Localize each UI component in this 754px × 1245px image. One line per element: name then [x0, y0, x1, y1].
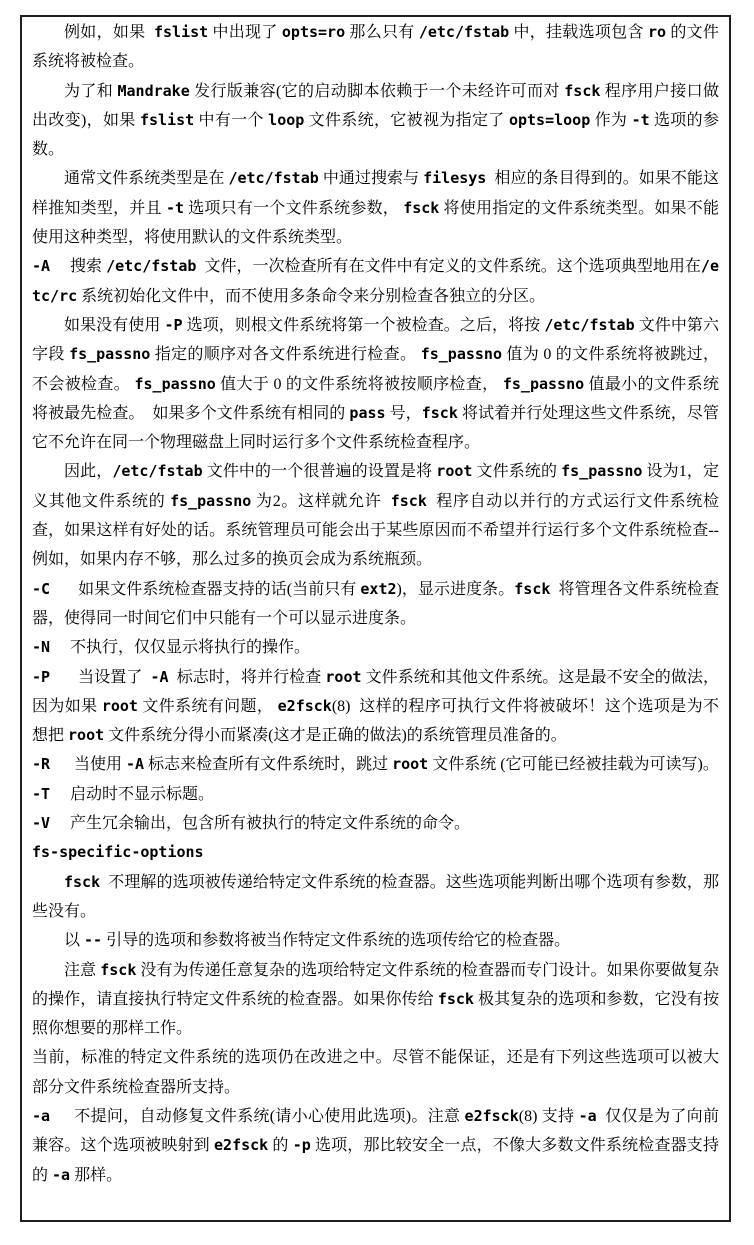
text-run: 为了和	[64, 82, 118, 100]
option-flag: -V	[32, 814, 51, 833]
code-run: fsck	[390, 491, 427, 510]
text-run: 搜索	[70, 258, 107, 276]
code-run: root	[68, 726, 105, 745]
code-run: -A	[150, 667, 169, 686]
option-A	[32, 252, 719, 311]
text-run: 因此，	[64, 463, 113, 481]
text-run: (8) 支持	[518, 1107, 579, 1125]
code-run: Mandrake	[117, 81, 190, 100]
text-run: 文件系统，它被视为指定了	[304, 111, 509, 129]
text-run: 当使用	[70, 756, 127, 774]
code-run: -p	[292, 1136, 311, 1155]
text-run: 设为1，定义其他文件系统的	[32, 463, 719, 510]
code-run: root	[392, 755, 429, 774]
code-run: --	[84, 931, 103, 950]
code-run: /etc/fstab	[418, 23, 510, 41]
text-run: 仅仅是为了向前兼容。这个选项被映射到	[32, 1107, 719, 1155]
text-run: 如果文件系统检查器支持的话(当前只有	[70, 580, 361, 598]
option-flag: -A	[32, 257, 51, 276]
code-run: fs_passno	[170, 491, 252, 510]
code-run: -t	[631, 110, 650, 129]
text-run: 中有一个	[194, 111, 269, 129]
code-run: root	[325, 667, 362, 686]
code-run: root	[436, 462, 473, 481]
code-run: loop	[268, 110, 305, 129]
text-run: 文件，一次检查所有在文件中有定义的文件系统。这个选项典型地用在	[196, 258, 701, 276]
code-run: e2fsck	[214, 1136, 269, 1155]
code-run: /etc/fstab	[544, 315, 635, 334]
text-run: 那样。	[70, 1166, 123, 1184]
text-run: 作为	[590, 111, 632, 129]
text-run: 号，	[385, 404, 422, 422]
code-run: ext2	[360, 579, 397, 598]
option-P	[32, 663, 719, 751]
text-run: 例如，如果	[64, 24, 154, 41]
code-run: fsck	[564, 81, 601, 100]
code-run: fs_passno	[561, 462, 643, 481]
heading-fs-specific-options	[32, 838, 719, 867]
text-run: 发行版兼容(它的启动脚本依赖于一个未经许可而对	[189, 82, 565, 100]
text-run: 文件系统的	[472, 463, 562, 481]
code-run: -A	[126, 755, 145, 774]
text-run: 文件系统和其他文件系统。这是最不安全的做法，因为如果	[32, 668, 719, 715]
code-run: opts=loop	[508, 110, 591, 129]
code-run: -a	[578, 1106, 597, 1125]
text-run: 标志来检查所有文件系统时，跳过	[144, 756, 393, 774]
text-run: 标志时，将并行检查	[168, 668, 326, 686]
code-run: /etc/fstab	[112, 462, 203, 481]
code-run: fs_passno	[69, 345, 151, 364]
para-standard-options-note	[32, 1043, 719, 1102]
code-run: opts=ro	[281, 23, 346, 41]
text-run: 当前，标准的特定文件系统的选项仍在改进之中。尽管不能保证，还是有下列这些选项可以被大部分文件系统检查器所支持。	[32, 1049, 719, 1096]
code-run: root	[101, 696, 138, 715]
text-run: 指定的顺序对各文件系统进行检查。	[150, 346, 421, 364]
text-run: 选项只有一个文件系统参数，	[184, 199, 404, 217]
text-run: 不提问，自动修复文件系统(请小心使用此选项)。注意	[70, 1107, 465, 1125]
code-run: fs_passno	[134, 374, 216, 393]
code-run: ro	[648, 23, 667, 41]
text-run: 将试着并行处理这些文件系统，尽管它不允许在同一个物理磁盘上同时运行多个文件系统检查程序。	[32, 404, 719, 452]
option-a	[32, 1102, 719, 1190]
code-run: -a	[52, 1165, 71, 1184]
option-R	[32, 750, 719, 779]
code-run: fsck	[403, 198, 440, 217]
text-run: 将使用指定的文件系统类型。如果不能使用这种类型，将使用默认的文件系统类型。	[32, 199, 719, 247]
para-fstab-common-setup	[32, 457, 719, 574]
para-fstype-detection	[32, 164, 719, 252]
text-run: 当设置了	[70, 668, 151, 686]
code-run: e2fsck	[277, 696, 332, 715]
option-T	[32, 780, 719, 809]
text-run: 程序自动以并行的方式运行文件系统检查，如果这样有好处的话。系统管理员可能会出于某些原因而不希望并行运行多个文件系统检查--例如，如果内存不够，那么过多的换页会成为系统瓶颈。	[32, 492, 719, 569]
code-run: fslist	[154, 23, 209, 41]
code-run: fs_passno	[420, 345, 502, 364]
para-opts-ro-example	[32, 18, 719, 77]
code-run: /etc/rc	[32, 257, 719, 305]
code-run: fsck	[64, 872, 101, 891]
code-run: -P	[164, 315, 183, 334]
text-run: 中出现了	[208, 24, 282, 41]
text-run: 中通过搜索与	[318, 170, 424, 188]
text-run: 程序用户接口做出改变)，如果	[32, 82, 719, 129]
text-run: 文件中第六字段	[32, 316, 719, 364]
text-run: 没有为传递任意复杂的选项给特定文件系统的检查器而专门设计。如果你要做复杂的操作，请直接执行特定文件系统的检查器。如果你传给	[32, 961, 719, 1008]
text-run: 产生冗余输出，包含所有被执行的特定文件系统的命令。	[70, 815, 471, 833]
text-run: 值为 0 的文件系统将被跳过，不会被检查。	[32, 346, 719, 393]
text-run: 值最小的文件系统将被最先检查。 如果多个文件系统有相同的	[32, 375, 719, 422]
text-run: 以	[64, 932, 85, 950]
text-run: 选项的参数。	[32, 111, 719, 159]
code-run: fslist	[139, 110, 195, 129]
code-run: fsck	[514, 579, 551, 598]
para-fs-passno-order	[32, 311, 719, 457]
option-flag: -P	[32, 667, 51, 686]
code-run: fsck	[100, 960, 137, 979]
text-run: 极其复杂的选项和参数，它没有按照你想要的那样工作。	[32, 990, 719, 1038]
text-run: 中，挂载选项包含	[509, 24, 649, 41]
option-flag: -T	[32, 784, 51, 803]
code-run: -t	[165, 198, 184, 217]
text-run: 文件系统 (它可能已经被挂载为可读写)。	[428, 756, 719, 774]
text-run: 不执行，仅仅显示将执行的操作。	[70, 639, 311, 657]
text-run: (8) 这样的程序可执行文件将被破坏！这个选项是为不想把	[32, 697, 719, 745]
code-run: filesys	[423, 169, 487, 188]
text-run: 选项，则根文件系统将第一个被检查。之后，将按	[182, 316, 545, 334]
text-run: 通常文件系统类型是在	[64, 170, 229, 188]
para-mandrake-compat	[32, 77, 719, 165]
para-unrecognized-options	[32, 868, 719, 927]
para-complex-options-warning	[32, 956, 719, 1044]
text-run: 的文件系统将被检查。	[32, 24, 719, 71]
code-run: fs_passno	[502, 374, 585, 393]
text-run: 引导的选项和参数将被当作特定文件系统的选项传给它的检查器。	[102, 932, 571, 950]
option-flag: -R	[32, 755, 51, 774]
text-run: 为2。这样就允许	[251, 492, 391, 510]
text-run: 不理解的选项被传递给特定文件系统的检查器。这些选项能判断出哪个选项有参数，那些没有。	[32, 873, 719, 920]
code-run: pass	[349, 403, 386, 422]
option-V	[32, 809, 719, 838]
option-flag: -C	[32, 579, 51, 598]
text-run: 文件中的一个很普遍的设置是将	[202, 463, 437, 481]
code-run: fsck	[437, 989, 474, 1008]
text-run: 启动时不显示标题。	[70, 785, 215, 803]
text-run: 文件系统分得小而紧凑(这才是正确的做法)的系统管理员准备的。	[104, 727, 567, 745]
text-run: 选项，那比较安全一点，不像大多数文件系统检查器支持的	[32, 1137, 719, 1184]
para-double-dash-options	[32, 926, 719, 955]
text-run: 那么只有	[345, 24, 419, 41]
option-N	[32, 633, 719, 662]
text-run: 值大于 0 的文件系统将被按顺序检查，	[215, 375, 503, 393]
text-run: 的	[268, 1137, 293, 1155]
text-run: 相应的条目得到的。如果不能这样推知类型，并且	[32, 170, 719, 217]
option-C	[32, 575, 719, 634]
code-run: e2fsck	[464, 1106, 519, 1125]
code-run: fs-specific-options	[32, 843, 204, 862]
code-run: /etc/fstab	[106, 257, 197, 276]
text-run: 注意	[64, 961, 101, 979]
text-run: 系统初始化文件中，而不使用多条命令来分别检查各独立的分区。	[77, 287, 546, 305]
text-run: 文件系统有问题，	[137, 697, 278, 715]
option-flag: -a	[32, 1106, 51, 1125]
text-run: 将管理各文件系统检查器，使得同一时间它们中只能有一个可以显示进度条。	[32, 580, 719, 627]
doc-page	[20, 15, 731, 1222]
code-run: /etc/fstab	[228, 169, 319, 188]
option-flag: -N	[32, 638, 51, 657]
code-run: fsck	[421, 403, 458, 422]
text-run: 如果没有使用	[64, 316, 165, 334]
text-run: )，显示进度条。	[396, 580, 515, 598]
